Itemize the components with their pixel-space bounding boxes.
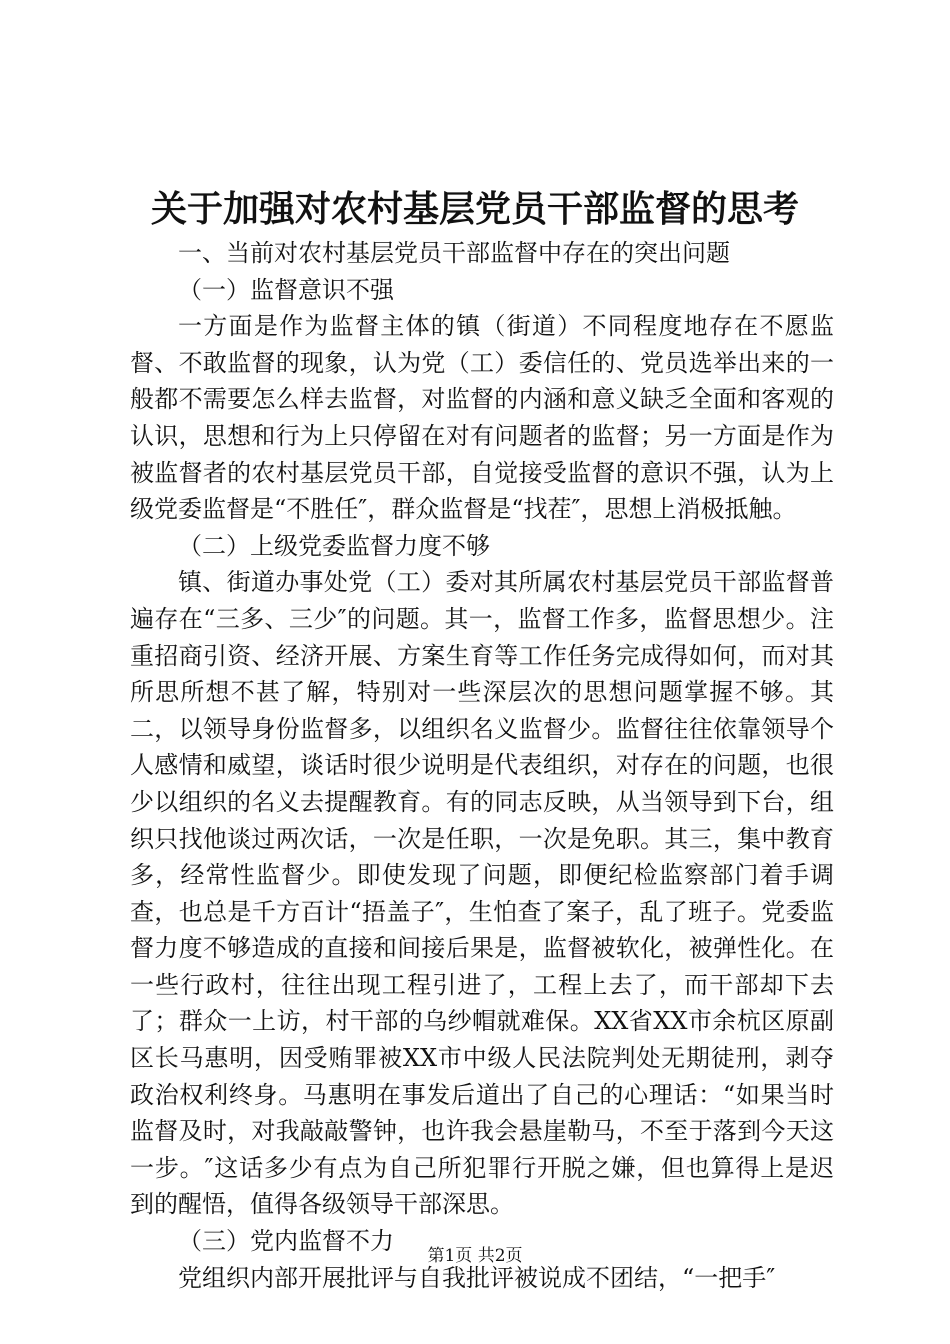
- body-paragraph-2: 镇、街道办事处党（工）委对其所属农村基层党员干部监督普遍存在“三多、三少″的问题。其一，监督工作多，监督思想少。注重招商引资、经济开展、方案生育等工作任务完成得如何，而对其所思所想不甚了解，特别对一些深层次的思想问题掌握不够。其二，以领导身份监督多，以组织名义监督少。监督往往依靠领导个人感情和威望，谈话时很少说明是代表组织，对存在的问题，也很少以组织的名义去提醒教育。有的同志反映，从当领导到下台，组织只找他谈过两次话，一次是任职，一次是免职。其三，集中教育多，经常性监督少。即使发现了问题，即便纪检监察部门着手调查，也总是千方百计“捂盖子″，生怕查了案子，乱了班子。党委监督力度不够造成的直接和间接后果是，监督被软化，被弹性化。在一些行政村，往往出现工程引进了，工程上去了，而干部却下去了；群众一上访，村干部的乌纱帽就难保。XX省XX市余杭区原副区长马惠明，因受贿罪被XX市中级人民法院判处无期徒刑，剥夺政治权利终身。马惠明在事发后道出了自己的心理话：“如果当时监督及时，对我敲敲警钟，也许我会悬崖勒马，不至于落到今天这一步。″这话多少有点为自己所犯罪行开脱之嫌，但也算得上是迟到的醒悟，值得各级领导干部深思。: [130, 568, 834, 1219]
- document-body: [130, 235, 834, 1296]
- body-paragraph-1: 一方面是作为监督主体的镇（街道）不同程度地存在不愿监督、不敢监督的现象，认为党（工）委信任的、党员选举出来的一般都不需要怎么样去监督，对监督的内涵和意义缺乏全面和客观的认识，思想和行为上只停留在对有问题者的监督；另一方面是作为被监督者的农村基层党员干部，自觉接受监督的意识不强，认为上级党委监督是“不胜任″，群众监督是“找茬″，思想上消极抵触。: [130, 312, 834, 524]
- section-heading-1: 一、当前对农村基层党员干部监督中存在的突出问题: [178, 239, 730, 267]
- subsection-heading-1: （一）监督意识不强: [178, 275, 394, 304]
- subsection-heading-3: （三）党内监督不力: [178, 1227, 394, 1256]
- document-title: 关于加强对农村基层党员干部监督的思考: [150, 188, 799, 230]
- body-paragraph-3: 党组织内部开展批评与自我批评被说成不团结，“一把手″: [178, 1263, 776, 1292]
- page-number-footer: 第1页 共2页: [427, 1246, 523, 1266]
- subsection-heading-2: （二）上级党委监督力度不够: [178, 531, 490, 560]
